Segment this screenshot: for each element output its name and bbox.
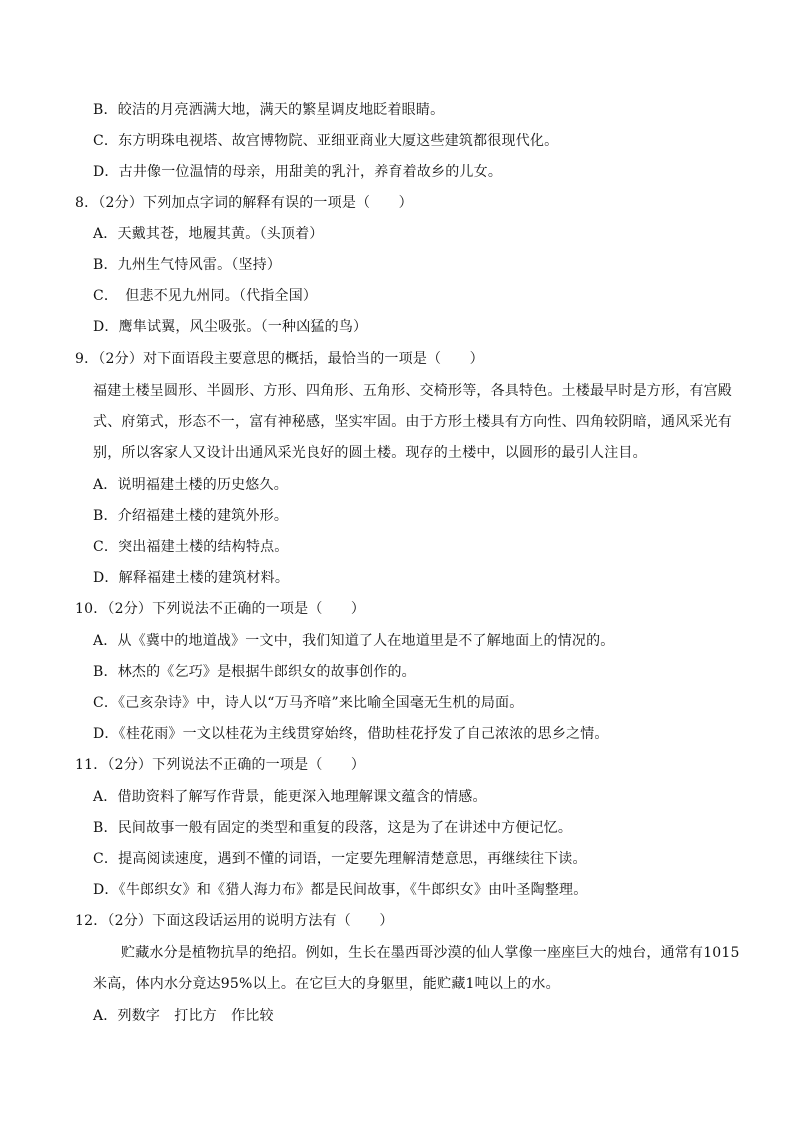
option-11d: D．《牛郎织女》和《猎人海力布》都是民间故事，《牛郎织女》由叶圣陶整理。 [93, 882, 588, 898]
option-10a: A．从《冀中的地道战》一文中，我们知道了人在地道里是不了解地面上的情况的。 [93, 633, 615, 649]
option-11c: C．提高阅读速度，遇到不懂的词语，一定要先理解清楚意思，再继续往下读。 [93, 851, 587, 867]
option-8a: A．天戴其苍，地履其黄。（头顶着） [93, 226, 324, 242]
question-9-passage-line: 福建土楼呈圆形、半圆形、方形、四角形、五角形、交椅形等，各具特色。土楼最早时是方形，有宫殿 [93, 383, 732, 399]
option-8d: D．鹰隼试翼，风尘吸张。（一种凶猛的鸟） [93, 319, 368, 335]
question-12-passage-line: 米高，体内水分竟达95%以上。在它巨大的身躯里，能贮藏1吨以上的水。 [93, 976, 560, 992]
question-9-passage-line: 别，所以客家人又设计出通风采光良好的圆土楼。现存的土楼中，以圆形的最引人注目。 [93, 445, 647, 461]
question-10-stem: 10．（2分）下列说法不正确的一项是（ ） [75, 601, 366, 617]
option-9d: D．解释福建土楼的建筑材料。 [93, 570, 290, 586]
question-8-stem: 8．（2分）下列加点字词的解释有误的一项是（ ） [75, 195, 413, 211]
question-9-passage-line: 式、府第式，形态不一，富有神秘感，坚实牢固。由于方形土楼具有方向性、四角较阴暗，通风采光有 [93, 414, 732, 430]
option-7b: B．皎洁的月亮洒满大地，满天的繁星调皮地眨着眼睛。 [93, 102, 445, 118]
option-11a: A．借助资料了解写作背景，能更深入地理解课文蕴含的情感。 [93, 789, 487, 805]
option-10d: D．《桂花雨》一文以桂花为主线贯穿始终，借助桂花抒发了自己浓浓的思乡之情。 [93, 726, 609, 742]
option-9a: A．说明福建土楼的历史悠久。 [93, 477, 288, 493]
option-9b: B．介绍福建土楼的建筑外形。 [93, 508, 289, 524]
option-8c: C． 但悲不见九州同。（代指全国） [93, 288, 318, 304]
question-12-passage-line: 贮藏水分是植物抗旱的绝招。例如，生长在墨西哥沙漠的仙人掌像一座座巨大的烛台，通常有1015 [121, 945, 740, 961]
option-10c: C．《己亥杂诗》中，诗人以“万马齐喑”来比喻全国毫无生机的局面。 [93, 695, 524, 711]
option-9c: C．突出福建土楼的结构特点。 [93, 539, 289, 555]
option-11b: B．民间故事一般有固定的类型和重复的段落，这是为了在讲述中方便记忆。 [93, 820, 573, 836]
option-10b: B．林杰的《乞巧》是根据牛郎织女的故事创作的。 [93, 664, 416, 680]
option-8b: B．九州生气恃风雷。（坚持） [93, 257, 282, 273]
option-12a: A．列数字 打比方 作比较 [93, 1008, 274, 1024]
question-12-stem: 12．（2分）下面这段话运用的说明方法有（ ） [75, 913, 394, 929]
question-9-stem: 9．（2分）对下面语段主要意思的概括，最恰当的一项是（ ） [75, 351, 484, 367]
question-11-stem: 11．（2分）下列说法不正确的一项是（ ） [75, 757, 366, 773]
option-7d: D．古井像一位温情的母亲，用甜美的乳汁，养育着故乡的儿女。 [93, 164, 503, 180]
option-7c: C．东方明珠电视塔、故宫博物院、亚细亚商业大厦这些建筑都很现代化。 [93, 133, 559, 149]
